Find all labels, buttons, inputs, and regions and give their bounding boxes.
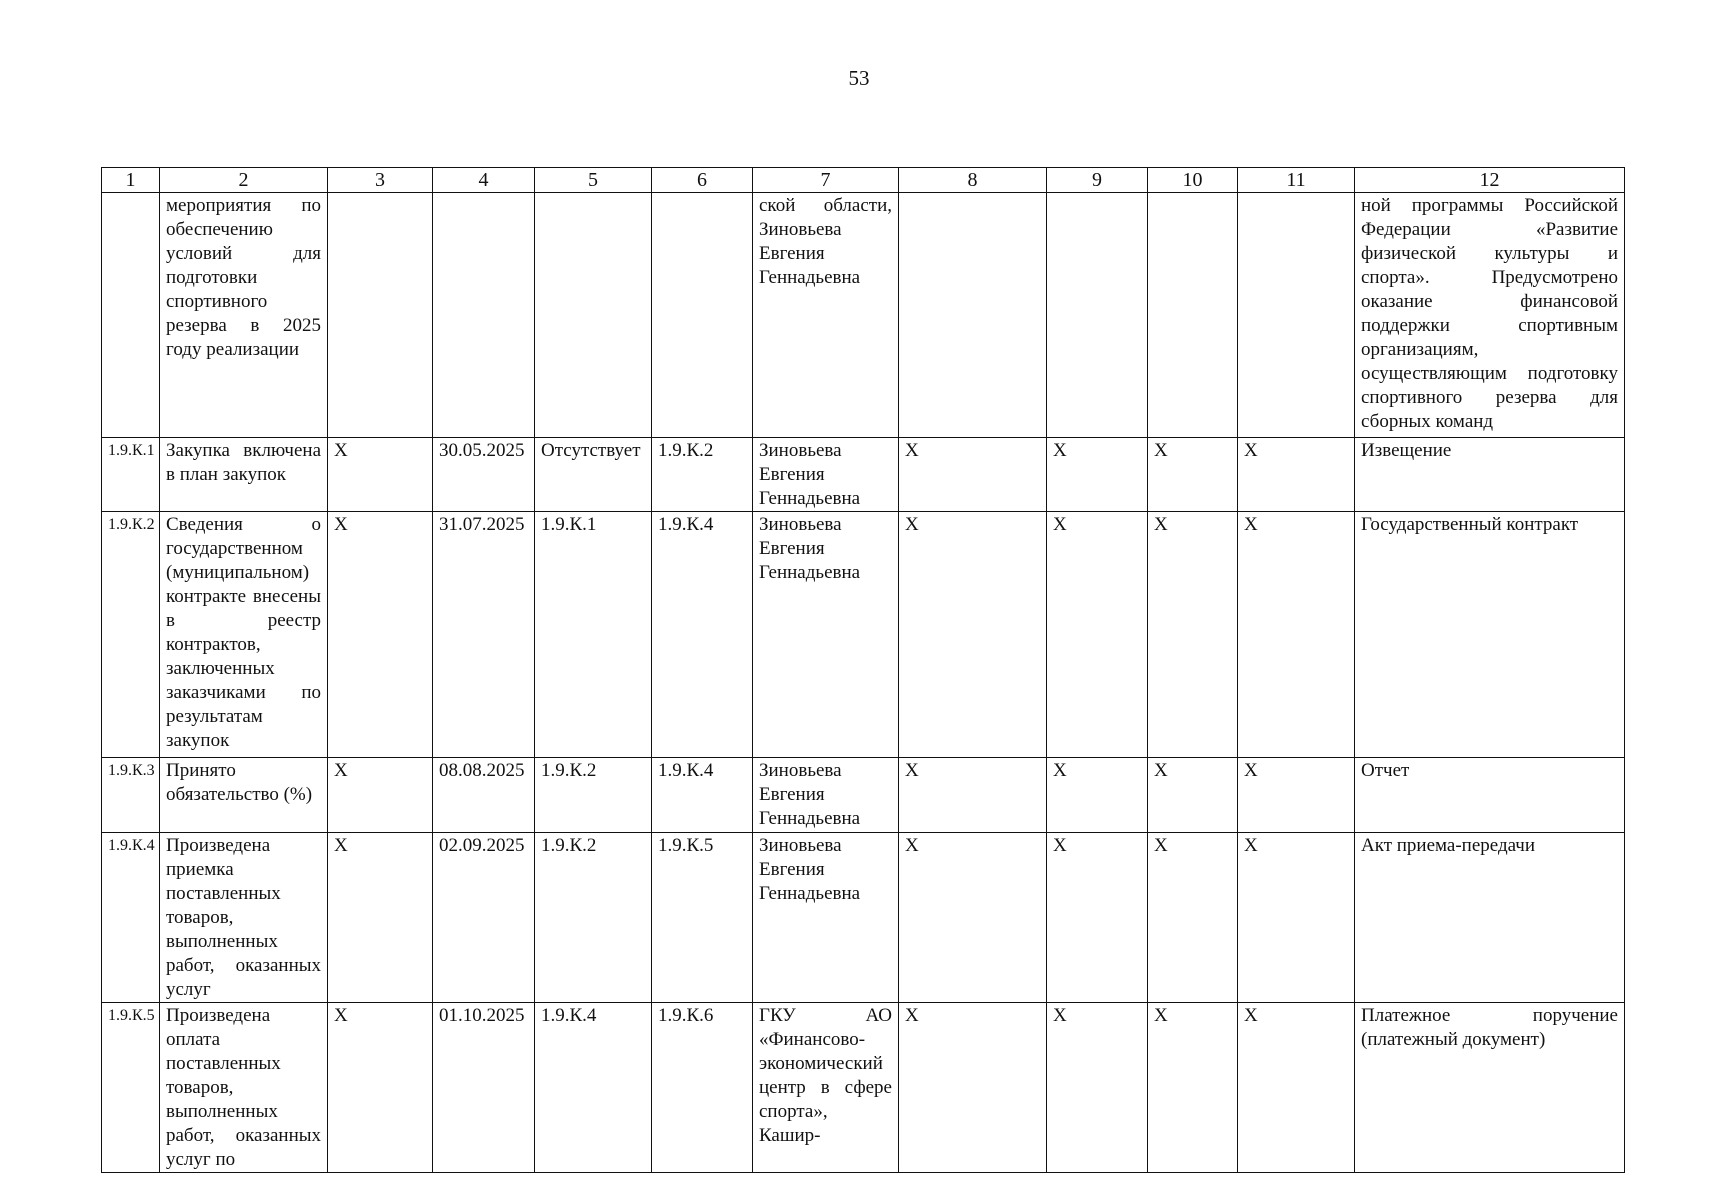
row-code: 1.9.К.5: [102, 1003, 160, 1173]
col-header-6: 6: [652, 168, 753, 193]
col-header-8: 8: [899, 168, 1047, 193]
event-description: мероприятия по обеспечению условий для подготовки спортивного резерва в 2025 году реализации: [160, 193, 328, 438]
header-row: [102, 168, 1625, 193]
col-header-11: 11: [1238, 168, 1355, 193]
cell-col3: X: [328, 512, 433, 758]
row-code: [102, 193, 160, 438]
table-row: [102, 1003, 1625, 1173]
col-header-4: 4: [433, 168, 535, 193]
table-row: [102, 758, 1625, 833]
plan-table: [101, 167, 1625, 1173]
cell-col3: X: [328, 833, 433, 1003]
cell-col8: X: [899, 758, 1047, 833]
cell-col9: [1047, 193, 1148, 438]
cell-col10: X: [1148, 512, 1238, 758]
cell-col10: X: [1148, 833, 1238, 1003]
col-header-3: 3: [328, 168, 433, 193]
cell-col3: X: [328, 438, 433, 512]
cell-date: 31.07.2025: [433, 512, 535, 758]
table-row: [102, 193, 1625, 438]
cell-col11: X: [1238, 512, 1355, 758]
event-description: Закупка включена в план закупок: [160, 438, 328, 512]
cell-document: Извещение: [1355, 438, 1625, 512]
col-header-5: 5: [535, 168, 652, 193]
cell-col8: X: [899, 1003, 1047, 1173]
cell-col11: X: [1238, 438, 1355, 512]
cell-predecessor: 1.9.К.4: [535, 1003, 652, 1173]
cell-col3: X: [328, 1003, 433, 1173]
cell-col10: [1148, 193, 1238, 438]
cell-responsible: ской области, Зиновьева Евгения Геннадьевна: [753, 193, 899, 438]
cell-successor: 1.9.К.4: [652, 512, 753, 758]
cell-responsible: Зиновьева Евгения Геннадьевна: [753, 512, 899, 758]
cell-col10: X: [1148, 1003, 1238, 1173]
cell-col10: X: [1148, 758, 1238, 833]
col-header-7: 7: [753, 168, 899, 193]
cell-col9: X: [1047, 1003, 1148, 1173]
row-code: 1.9.К.2: [102, 512, 160, 758]
col-header-9: 9: [1047, 168, 1148, 193]
cell-document: Отчет: [1355, 758, 1625, 833]
cell-successor: 1.9.К.5: [652, 833, 753, 1003]
page-number: 53: [848, 66, 870, 90]
cell-col3: [328, 193, 433, 438]
cell-successor: 1.9.К.2: [652, 438, 753, 512]
cell-col9: X: [1047, 833, 1148, 1003]
cell-predecessor: 1.9.К.1: [535, 512, 652, 758]
cell-date: 02.09.2025: [433, 833, 535, 1003]
event-description: Произведена приемка поставленных товаров, выполненных работ, оказанных услуг: [160, 833, 328, 1003]
cell-date: 30.05.2025: [433, 438, 535, 512]
cell-date: 08.08.2025: [433, 758, 535, 833]
cell-col9: X: [1047, 758, 1148, 833]
event-description: Сведения о государственном (муниципальном) контракте внесены в реестр контрактов, заключенных заказчиками по результатам закупок: [160, 512, 328, 758]
col-header-1: 1: [102, 168, 160, 193]
row-code: 1.9.К.3: [102, 758, 160, 833]
cell-date: 01.10.2025: [433, 1003, 535, 1173]
cell-col3: X: [328, 758, 433, 833]
cell-col11: X: [1238, 758, 1355, 833]
table-row: [102, 833, 1625, 1003]
cell-date: [433, 193, 535, 438]
row-code: 1.9.К.1: [102, 438, 160, 512]
cell-predecessor: 1.9.К.2: [535, 758, 652, 833]
cell-col9: X: [1047, 438, 1148, 512]
cell-successor: 1.9.К.6: [652, 1003, 753, 1173]
col-header-10: 10: [1148, 168, 1238, 193]
row-code: 1.9.К.4: [102, 833, 160, 1003]
cell-predecessor: 1.9.К.2: [535, 833, 652, 1003]
cell-col8: [899, 193, 1047, 438]
cell-responsible: Зиновьева Евгения Геннадьевна: [753, 758, 899, 833]
col-header-2: 2: [160, 168, 328, 193]
col-header-12: 12: [1355, 168, 1625, 193]
table-row: [102, 512, 1625, 758]
cell-responsible: Зиновьева Евгения Геннадьевна: [753, 438, 899, 512]
cell-col8: X: [899, 512, 1047, 758]
cell-col8: X: [899, 438, 1047, 512]
cell-col9: X: [1047, 512, 1148, 758]
event-description: Принято обязательство (%): [160, 758, 328, 833]
cell-successor: 1.9.К.4: [652, 758, 753, 833]
table-row: [102, 438, 1625, 512]
cell-col11: [1238, 193, 1355, 438]
cell-col8: X: [899, 833, 1047, 1003]
cell-responsible: ГКУ АО «Финансово-экономический центр в сфере спорта», Кашир-: [753, 1003, 899, 1173]
cell-col11: X: [1238, 1003, 1355, 1173]
cell-document: Акт приема-передачи: [1355, 833, 1625, 1003]
cell-document: Государственный контракт: [1355, 512, 1625, 758]
cell-predecessor: Отсутствует: [535, 438, 652, 512]
cell-predecessor: [535, 193, 652, 438]
cell-successor: [652, 193, 753, 438]
cell-document: ной программы Российской Федерации «Развитие физической культуры и спорта». Предусмотрено оказание финансовой поддержки спортивным организациям, осуществляющим подготовку спортивного резерва для сборных команд: [1355, 193, 1625, 438]
cell-col11: X: [1238, 833, 1355, 1003]
event-description: Произведена оплата поставленных товаров, выполненных работ, оказанных услуг по: [160, 1003, 328, 1173]
cell-document: Платежное поручение (платежный документ): [1355, 1003, 1625, 1173]
cell-col10: X: [1148, 438, 1238, 512]
cell-responsible: Зиновьева Евгения Геннадьевна: [753, 833, 899, 1003]
